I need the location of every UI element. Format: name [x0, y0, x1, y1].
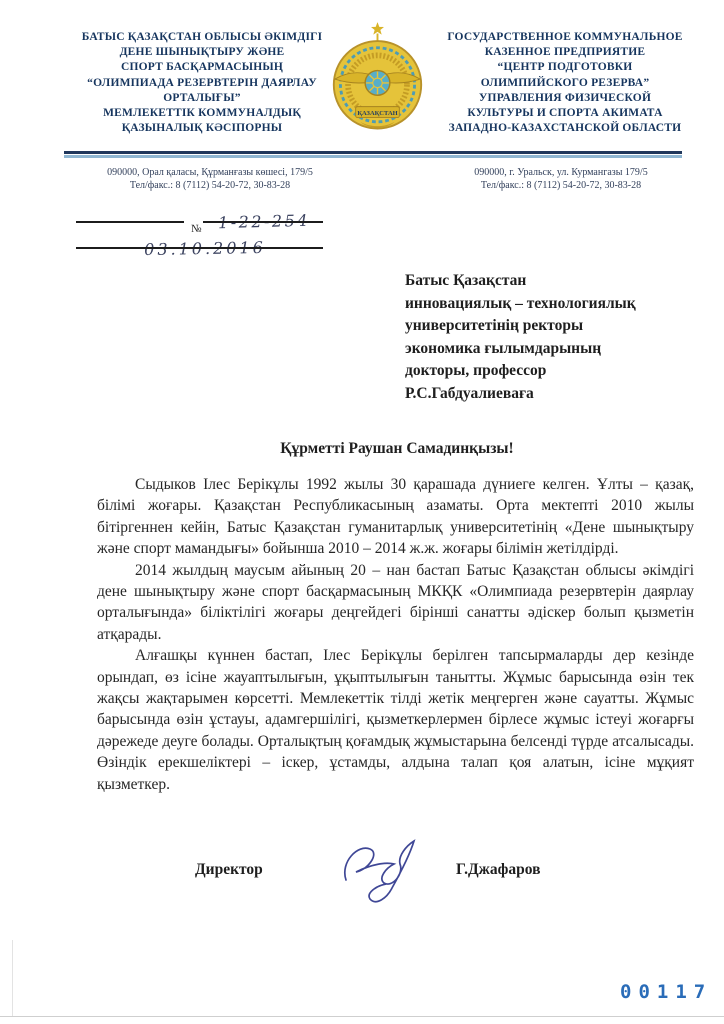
letterhead-kazakh-line: СПОРТ БАСҚАРМАСЫНЫҢ	[120, 61, 283, 74]
date-underline	[76, 247, 323, 249]
handwritten-date: 03.10.2016	[144, 237, 266, 260]
contact-info-russian	[428, 166, 694, 192]
letterhead-russian-line: КАЗЕННОЕ ПРЕДПРИЯТИЕ	[484, 46, 646, 59]
letter-body	[97, 474, 694, 795]
blank-underline	[76, 221, 184, 223]
recipient-line: докторы, профессор	[405, 362, 547, 380]
letterhead-kazakh-line: ДЕНЕ ШЫНЫҚТЫРУ ЖӘНЕ	[119, 46, 285, 59]
phone-line: Тел/факс.: 8 (7112) 54-20-72, 30-83-28	[480, 180, 642, 191]
contact-info-kazakh	[60, 166, 360, 192]
address-line: 090000, Орал қаласы, Құрманғазы көшесі, 179/5	[107, 167, 313, 178]
letterhead-kazakh-line: ҚАЗЫНАЛЫҚ КӘСІПОРНЫ	[121, 122, 283, 135]
number-sign-label: №	[191, 223, 202, 235]
letterhead-kazakh-line: “ОЛИМПИАДА РЕЗЕРВТЕРІН ДАЯРЛАУ	[87, 76, 317, 89]
letterhead-russian-line: УПРАВЛЕНИЯ ФИЗИЧЕСКОЙ	[478, 91, 652, 104]
letterhead-russian-line: ЗАПАДНО-КАЗАХСТАНСКОЙ ОБЛАСТИ	[448, 122, 682, 135]
recipient-line: инновациялық – технологиялық	[405, 294, 636, 312]
header-divider-rule	[64, 151, 682, 158]
letterhead-kazakh	[66, 30, 338, 136]
scan-page-edge	[0, 1016, 724, 1017]
salutation: Құрметті Раушан Самадинқызы!	[280, 440, 514, 457]
address-line: 090000, г. Уральск, ул. Курмангазы 179/5	[474, 167, 648, 178]
kazakhstan-coat-of-arms-icon	[330, 20, 425, 142]
letterhead-kazakh-line: БАТЫС ҚАЗАҚСТАН ОБЛЫСЫ ӘКІМДІГІ	[81, 31, 323, 43]
body-paragraph: Сыдыков Ілес Берікұлы 1992 жылы 30 қарашада дүниеге келген. Ұлты – қазақ, білімі жоғары. Қазақстан Республикасының азаматы. Орта мектепті 2010 жылы бітіргеннен кейін, Батыс Қазақстан гуманитарлық университетінің «Дене шынықтыру және спорт мамандығы» бойынша 2010 – 2014 ж.ж. жоғары білімін жетілдірді.	[97, 476, 694, 558]
letterhead-russian-line: “ЦЕНТР ПОДГОТОВКИ	[497, 61, 633, 74]
phone-line: Тел/факс.: 8 (7112) 54-20-72, 30-83-28	[129, 180, 291, 191]
letterhead-kazakh-line: ОРТАЛЫҒЫ”	[163, 91, 241, 104]
handwritten-outgoing-number: 1-22-254	[217, 210, 311, 233]
recipient-line: Р.С.Габдуалиеваға	[405, 384, 534, 402]
emblem-ribbon-text: ҚАЗАҚСТАН	[357, 109, 398, 117]
recipient-line: Батыс Қазақстан	[405, 272, 527, 289]
signer-name: Г.Джафаров	[456, 861, 541, 878]
body-paragraph: Алғашқы күннен бастап, Ілес Берікұлы берілген тапсырмаларды дер кезінде орындап, өз ісіне жауаптылығын, ұқыптылығын танытты. Жұмыс барысында өзін тек жақсы жақтарымен көрсетті. Мемлекеттік тілді жетік меңгерген және сауатты. Жұмыс барысында өзін ұстауы, адамгершілігі, қызметкерлермен бірлесе жұмыс істеуі жоғарғы дәрежеде деуге болады. Орталықтың қоғамдық жұмыстарына белсенді түрде атсалысады. Өзіндік ерекшеліктері – іскер, ұстамды, алдына талап қоя алатын, ісіне мұқият қызметкер.	[97, 647, 694, 793]
letterhead-russian-line: ОЛИМПИЙСКОГО РЕЗЕРВА”	[480, 76, 650, 89]
letterhead-russian-line: ГОСУДАРСТВЕННОЕ КОММУНАЛЬНОЕ	[447, 31, 683, 43]
recipient-line: университетінің ректоры	[405, 317, 584, 335]
letterhead-russian-line: КУЛЬТУРЫ И СПОРТА АКИМАТА	[467, 107, 663, 120]
recipient-line: экономика ғылымдарының	[405, 339, 602, 357]
signer-title: Директор	[195, 861, 263, 878]
handwritten-signature-icon	[328, 836, 438, 913]
scan-page-edge	[12, 940, 13, 1016]
stamped-page-number: 00117	[620, 981, 713, 1003]
recipient-block	[405, 270, 705, 406]
letterhead-russian	[438, 30, 692, 136]
letterhead-kazakh-line: МЕМЛЕКЕТТІК КОММУНАЛДЫҚ	[103, 107, 301, 120]
number-underline	[203, 221, 323, 223]
body-paragraph: 2014 жылдың маусым айының 20 – нан бастап Батыс Қазақстан облысы әкімдігі дене шынықтыру және спорт басқармасының МКҚК «Олимпиада резервтерін даярлау орталығында» біліктілігі жоғары деңгейдегі бірінші санатты әдіскер болып қызметін атқарады.	[97, 561, 694, 643]
